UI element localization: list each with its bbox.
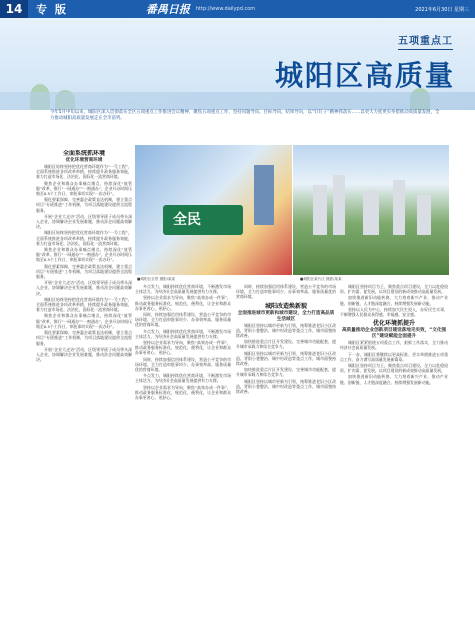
city-photo-sign bbox=[135, 145, 292, 275]
paragraph: 坚持以企业需求为导向，聚焦“高效办成一件事”，推动政务服务标准化、规范化、便利化，让企业和群众办事更省心、更舒心。 bbox=[135, 340, 231, 356]
paragraph: 城阳区始终坚持把优化营商环境作为“一号工程”，全面系统推进各项改革举措，持续提升政务服务效能，着力打造市场化、法治化、国际化一流营商环境。 bbox=[36, 230, 132, 246]
skyline-decoration bbox=[0, 92, 475, 110]
article-column-center bbox=[236, 284, 336, 610]
building-shape bbox=[333, 175, 345, 235]
paragraph: 聚焦企业和群众办事痛点堵点，持续深化“放管服”改革，推行“一网通办”“一窗通办”，企业开办时间压缩至0.5个工作日，审批事项实现“一次办好”。 bbox=[36, 180, 132, 197]
paragraph: 同时，持续加强信用体系建设，营造公平竞争的市场环境，全力打造审批事项少、办事效率高、服务质量优的营商环境。 bbox=[135, 356, 231, 373]
building-shape bbox=[393, 180, 405, 235]
section-subheading: 高质量推动企业创新项目建设落地见实效，“文化强区”建设赋能全面提升 bbox=[341, 328, 447, 340]
lead-paragraph: 今年5月中旬以来，城阳区深入贯彻落实全区五项重点工作推进会议精神，聚焦五项重点工作，坚持问题导向、目标导向、结果导向，以“钉钉子”精神抓落实……以更大力度更实举措推动高质量发展，全力推动城阳高质量发展走在全市前列。 bbox=[50, 110, 440, 121]
sign-text: 全民 bbox=[173, 212, 201, 228]
paragraph: 强化要素保障，完善惠企政策直达机制，建立重点项目“专班推进”工作机制，为项目落地建设提供全流程服务。 bbox=[36, 263, 132, 280]
paragraph: 城阳区紧紧围绕五项重点工作，狠抓工作落实，全力推动经济社会高质量发展。 bbox=[340, 340, 448, 351]
section-heading: 城阳改造焕新貌 bbox=[264, 302, 307, 310]
article-column-left bbox=[36, 150, 132, 610]
paragraph: 聚焦企业和群众办事痛点堵点，持续深化“放管服”改革，推行“一网通办”“一窗通办”，企业开办时间压缩至0.5个工作日，审批事项实现“一次办好”。 bbox=[36, 247, 132, 263]
section-subheading: 优化环境营商环境 bbox=[65, 158, 103, 163]
paragraph: 同时，持续加强信用体系建设，营造公平竞争的市场环境，全力打造审批事项少、办事效率高、服务质量优的营商环境。 bbox=[135, 312, 231, 328]
paragraph: 加快推进重点片区开发建设，完善城市功能配套，提升城市承载力和综合竞争力。 bbox=[236, 367, 336, 378]
masthead-logo: 番禺日报 bbox=[145, 3, 190, 16]
paragraph: 坚持以人民为中心，持续加大民生投入，办好民生实事，不断增强人民群众获得感、幸福感、安全感。 bbox=[340, 306, 448, 318]
paragraph: 城阳区始终坚持把优化营商环境作为“一号工程”，全面系统推进各项改革举措，持续提升政务服务效能，着力打造市场化、法治化、国际化一流营商环境。 bbox=[36, 296, 132, 313]
paragraph: 多点发力，城阳持续优化营商环境，不断激发市场主体活力，为经济社会高质量发展提供有力支撑。 bbox=[135, 373, 231, 384]
paragraph: 开展“企业大走访”活动，区级领导班子成员带头深入企业，协调解决企业发展难题，推动涉企问题高效解决。 bbox=[36, 280, 132, 296]
paragraph: 强化要素保障，完善惠企政策直达机制，建立重点项目“专班推进”工作机制，为项目落地建设提供全流程服务。 bbox=[36, 330, 132, 346]
paragraph: 城阳区坚持以城市更新为引领，统筹推进老旧小区改造、背街小巷整治、城中村改造等重点工作，城市面貌持续改善。 bbox=[236, 378, 336, 395]
article-column-center-left bbox=[135, 284, 231, 610]
paragraph: 聚焦企业和群众办事痛点堵点，持续深化“放管服”改革，推行“一网通办”“一窗通办”，企业开办时间压缩至0.5个工作日，审批事项实现“一次办好”。 bbox=[36, 313, 132, 329]
section-subheading: 全面推进城市更新和城市建设，全力打造高品质生活城区 bbox=[237, 310, 335, 322]
city-photo-aerial bbox=[293, 145, 449, 275]
building-shape bbox=[254, 165, 274, 225]
building-shape bbox=[363, 190, 379, 235]
site-url[interactable]: http://www.dailypd.com bbox=[195, 6, 256, 12]
section-heading: 优化环境抓提升 bbox=[372, 320, 415, 328]
hero-banner bbox=[0, 18, 475, 110]
article-column-right bbox=[340, 284, 448, 610]
section-name: 专 版 bbox=[36, 3, 68, 16]
paragraph: 城阳区始终坚持把优化营商环境作为“一号工程”，全面系统推进各项改革举措，持续提升政务服务效能，着力打造市场化、法治化、国际化一流营商环境。 bbox=[36, 164, 132, 180]
paragraph: 城阳区坚持项目为王，聚焦重点项目建设，全力以赴稳投资、扩内需、促发展，以项目建设的新成效推动高质量发展。 bbox=[340, 284, 448, 295]
paragraph: 多点发力，城阳持续优化营商环境，不断激发市场主体活力，为经济社会高质量发展提供有力支撑。 bbox=[135, 328, 231, 339]
page-header bbox=[0, 0, 475, 18]
page-number: 14 bbox=[0, 0, 28, 18]
paragraph: 同时，持续加强信用体系建设，营造公平竞争的市场环境，全力打造审批事项少、办事效率高、服务质量优的营商环境。 bbox=[236, 284, 336, 300]
paragraph: 下一步，城阳区将继续以更高标准、更实举措推进五项重点工作，奋力谱写高质量发展新篇章。 bbox=[340, 351, 448, 362]
paragraph: 强化要素保障，完善惠企政策直达机制，建立重点项目“专班推进”工作机制，为项目落地建设提供全流程服务。 bbox=[36, 197, 132, 213]
paragraph: 多点发力，城阳持续优化营商环境，不断激发市场主体活力，为经济社会高质量发展提供有力支撑。 bbox=[135, 284, 231, 295]
section-heading: 全面系统抓环境 bbox=[62, 150, 105, 157]
paragraph: 坚持以企业需求为导向，聚焦“高效办成一件事”，推动政务服务标准化、规范化、便利化，让企业和群众办事更省心、更舒心。 bbox=[135, 384, 231, 401]
paragraph: 坚持以企业需求为导向，聚焦“高效办成一件事”，推动政务服务标准化、规范化、便利化，让企业和群众办事更省心、更舒心。 bbox=[135, 295, 231, 311]
paragraph: 加快推进新旧动能转换，大力培育新兴产业，推动产业链、创新链、人才链深度融合，持续增强发展新动能。 bbox=[340, 295, 448, 306]
photo-caption: ■城阳区某片区 摄影/某某 bbox=[300, 277, 342, 281]
paragraph: 城阳区坚持以城市更新为引领，统筹推进老旧小区改造、背街小巷整治、城中村改造等重点工作，城市面貌持续改善。 bbox=[236, 322, 336, 339]
paragraph: 开展“企业大走访”活动，区级领导班子成员带头深入企业，协调解决企业发展难题，推动涉企问题高效解决。 bbox=[36, 346, 132, 363]
paragraph: 开展“企业大走访”活动，区级领导班子成员带头深入企业，协调解决企业发展难题，推动涉企问题高效解决。 bbox=[36, 213, 132, 230]
building-shape bbox=[313, 185, 327, 235]
paragraph: 城阳区坚持项目为王，聚焦重点项目建设，全力以赴稳投资、扩内需、促发展，以项目建设的新成效推动高质量发展。 bbox=[340, 363, 448, 374]
series-tag: 五项重点工 bbox=[398, 32, 453, 50]
page-title: 城阳区高质量 bbox=[274, 59, 455, 92]
photo-caption: ■城阳区全景 摄影/某某 bbox=[137, 277, 176, 281]
paragraph: 城阳区坚持以城市更新为引领，统筹推进老旧小区改造、背街小巷整治、城中村改造等重点工作，城市面貌持续改善。 bbox=[236, 350, 336, 367]
paragraph: 加快推进新旧动能转换，大力培育新兴产业，推动产业链、创新链、人才链深度融合，持续增强发展新动能。 bbox=[340, 374, 448, 385]
dateline: 2021年6月30日 星期三 bbox=[415, 6, 469, 13]
paragraph: 加快推进重点片区开发建设，完善城市功能配套，提升城市承载力和综合竞争力。 bbox=[236, 339, 336, 350]
building-shape bbox=[417, 195, 431, 235]
